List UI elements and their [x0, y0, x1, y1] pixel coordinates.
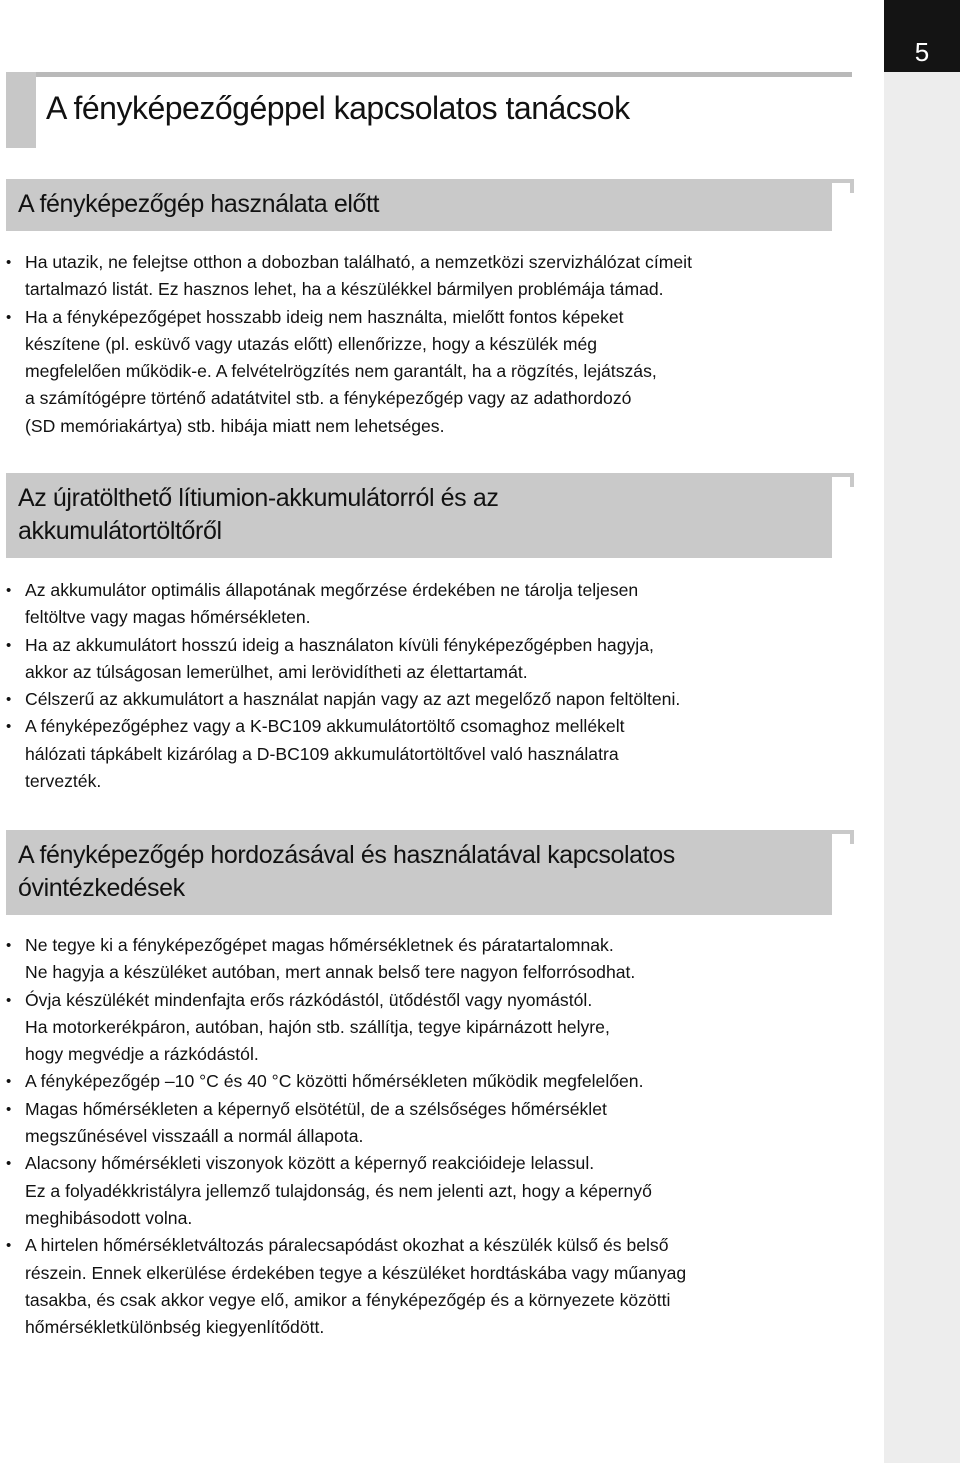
list-item-line: tartalmazó listát. Ez hasznos lehet, ha a készülékkel bármilyen problémája támad.	[25, 279, 664, 300]
list-item	[6, 577, 856, 632]
list-item-line: Ha az akkumulátort hosszú ideig a használaton kívüli fényképezőgépben hagyja,	[25, 634, 654, 655]
list-item	[6, 1096, 856, 1151]
section-header	[6, 473, 832, 558]
list-item-line: A fényképezőgép –10 °C és 40 °C közötti hőmérsékleten működik megfelelően.	[25, 1071, 644, 1092]
list-item-line: tasakba, és csak akkor vegye elő, amikor a fényképezőgép és a környezete közötti	[25, 1289, 671, 1310]
list-item-line: Az akkumulátor optimális állapotának megőrzése érdekében ne tárolja teljesen	[25, 580, 639, 600]
section-header-notch	[850, 179, 854, 193]
bullet-icon: •	[6, 254, 12, 271]
list-item	[6, 686, 856, 713]
list-item-line: Magas hőmérsékleten a képernyő elsötétül, de a szélsőséges hőmérséklet	[25, 1098, 607, 1119]
list-item-line: akkor az túlságosan lemerülhet, ami lerövidítheti az élettartamát.	[25, 661, 528, 682]
section-title	[18, 482, 498, 548]
list-item	[6, 1232, 856, 1341]
list-item	[6, 632, 856, 687]
list-item	[6, 1150, 856, 1232]
bullet-icon: •	[6, 1073, 12, 1091]
list-item-line: a számítógépre történő adatátvitel stb. a fényképezőgép vagy az adathordozó	[25, 388, 632, 409]
list-item-line: tervezték.	[25, 771, 102, 792]
section-header	[6, 179, 832, 231]
list-item-line: készítene (pl. esküvő vagy utazás előtt) ellenőrizze, hogy a készülék még	[25, 333, 598, 354]
list-item-line: Ha utazik, ne felejtse otthon a dobozban található, a nemzetközi szervizhálózat címeit	[25, 252, 692, 272]
list-item	[6, 1068, 856, 1095]
bullet-list	[6, 577, 856, 795]
bullet-icon: •	[6, 937, 12, 954]
list-item-line: hálózati tápkábelt kizárólag a D-BC109 akkumulátortöltővel való használatra	[25, 743, 619, 764]
bullet-icon: •	[6, 636, 12, 654]
list-item-line: Ha a fényképezőgépet hosszabb ideig nem használta, mielőtt fontos képeket	[25, 306, 624, 327]
bullet-icon: •	[6, 1237, 12, 1255]
bullet-icon: •	[6, 691, 12, 709]
title-band-rule	[36, 72, 852, 77]
list-item-line: megfelelően működik-e. A felvételrögzítés nem garantált, ha a rögzítés, lejátszás,	[25, 361, 657, 382]
list-item-line: A hirtelen hőmérsékletváltozás páralecsapódást okozhat a készülék külső és belső	[25, 1235, 669, 1256]
bullet-icon: •	[6, 991, 12, 1009]
list-item	[6, 932, 856, 987]
bullet-icon: •	[6, 582, 12, 599]
list-item-line: Ez a folyadékkristályra jellemző tulajdonság, és nem jelenti azt, hogy a képernyő	[25, 1180, 652, 1201]
section-header	[6, 830, 832, 915]
bullet-icon: •	[6, 1100, 12, 1118]
list-item-line: meghibásodott volna.	[25, 1207, 193, 1228]
list-item-line: feltöltve vagy magas hőmérsékleten.	[25, 607, 311, 628]
section-header-notch	[850, 473, 854, 487]
section-title	[18, 188, 379, 221]
bullet-list	[6, 932, 856, 1341]
list-item	[6, 304, 856, 440]
title-band-marker	[6, 72, 36, 148]
section-title-line: akkumulátortöltőről	[18, 517, 222, 545]
section-header-notch	[850, 830, 854, 844]
bullet-icon: •	[6, 308, 12, 326]
list-item-line: megszűnésével visszaáll a normál állapota.	[25, 1126, 364, 1147]
list-item	[6, 249, 856, 304]
list-item-line: Célszerű az akkumulátort a használat napján vagy az azt megelőző napon feltölteni.	[25, 689, 681, 710]
section-title-line: óvintézkedések	[18, 874, 185, 902]
bullet-icon: •	[6, 1155, 12, 1173]
list-item-line: hőmérsékletkülönbség kiegyenlítődött.	[25, 1317, 325, 1338]
list-item-line: Ne hagyja a készüléket autóban, mert annak belső tere nagyon felforrósodhat.	[25, 962, 636, 983]
list-item-line: Alacsony hőmérsékleti viszonyok között a képernyő reakcióideje lelassul.	[25, 1153, 595, 1174]
section-title-line: Az újratölthető lítiumion-akkumulátorról és az	[18, 484, 499, 512]
page-title: A fényképezőgéppel kapcsolatos tanácsok	[46, 90, 630, 126]
list-item-line: Ne tegye ki a fényképezőgépet magas hőmérsékletnek és páratartalomnak.	[25, 935, 614, 955]
list-item	[6, 987, 856, 1069]
list-item-line: Ha motorkerékpáron, autóban, hajón stb. szállítja, tegye kipárnázott helyre,	[25, 1016, 610, 1037]
list-item-line: (SD memóriakártya) stb. hibája miatt nem lehetséges.	[25, 415, 445, 436]
section-title-line: A fényképezőgép használata előtt	[18, 190, 380, 218]
bullet-list	[6, 249, 856, 440]
page-title-band	[6, 72, 852, 148]
section-title-line: A fényképezőgép hordozásával és használatával kapcsolatos	[18, 841, 675, 869]
bullet-icon: •	[6, 718, 12, 736]
list-item-line: A fényképezőgéphez vagy a K-BC109 akkumulátortöltő csomaghoz mellékelt	[25, 716, 625, 737]
page-number: 5	[884, 0, 960, 72]
list-item-line: Óvja készülékét mindenfajta erős rázkódástól, ütődéstől vagy nyomástól.	[25, 989, 593, 1010]
page-margin-strip	[884, 0, 960, 1463]
section-title	[18, 839, 675, 905]
list-item	[6, 713, 856, 795]
list-item-line: hogy megvédje a rázkódástól.	[25, 1044, 259, 1065]
list-item-line: részein. Ennek elkerülése érdekében tegye a készüléket hordtáskába vagy műanyag	[25, 1262, 687, 1283]
